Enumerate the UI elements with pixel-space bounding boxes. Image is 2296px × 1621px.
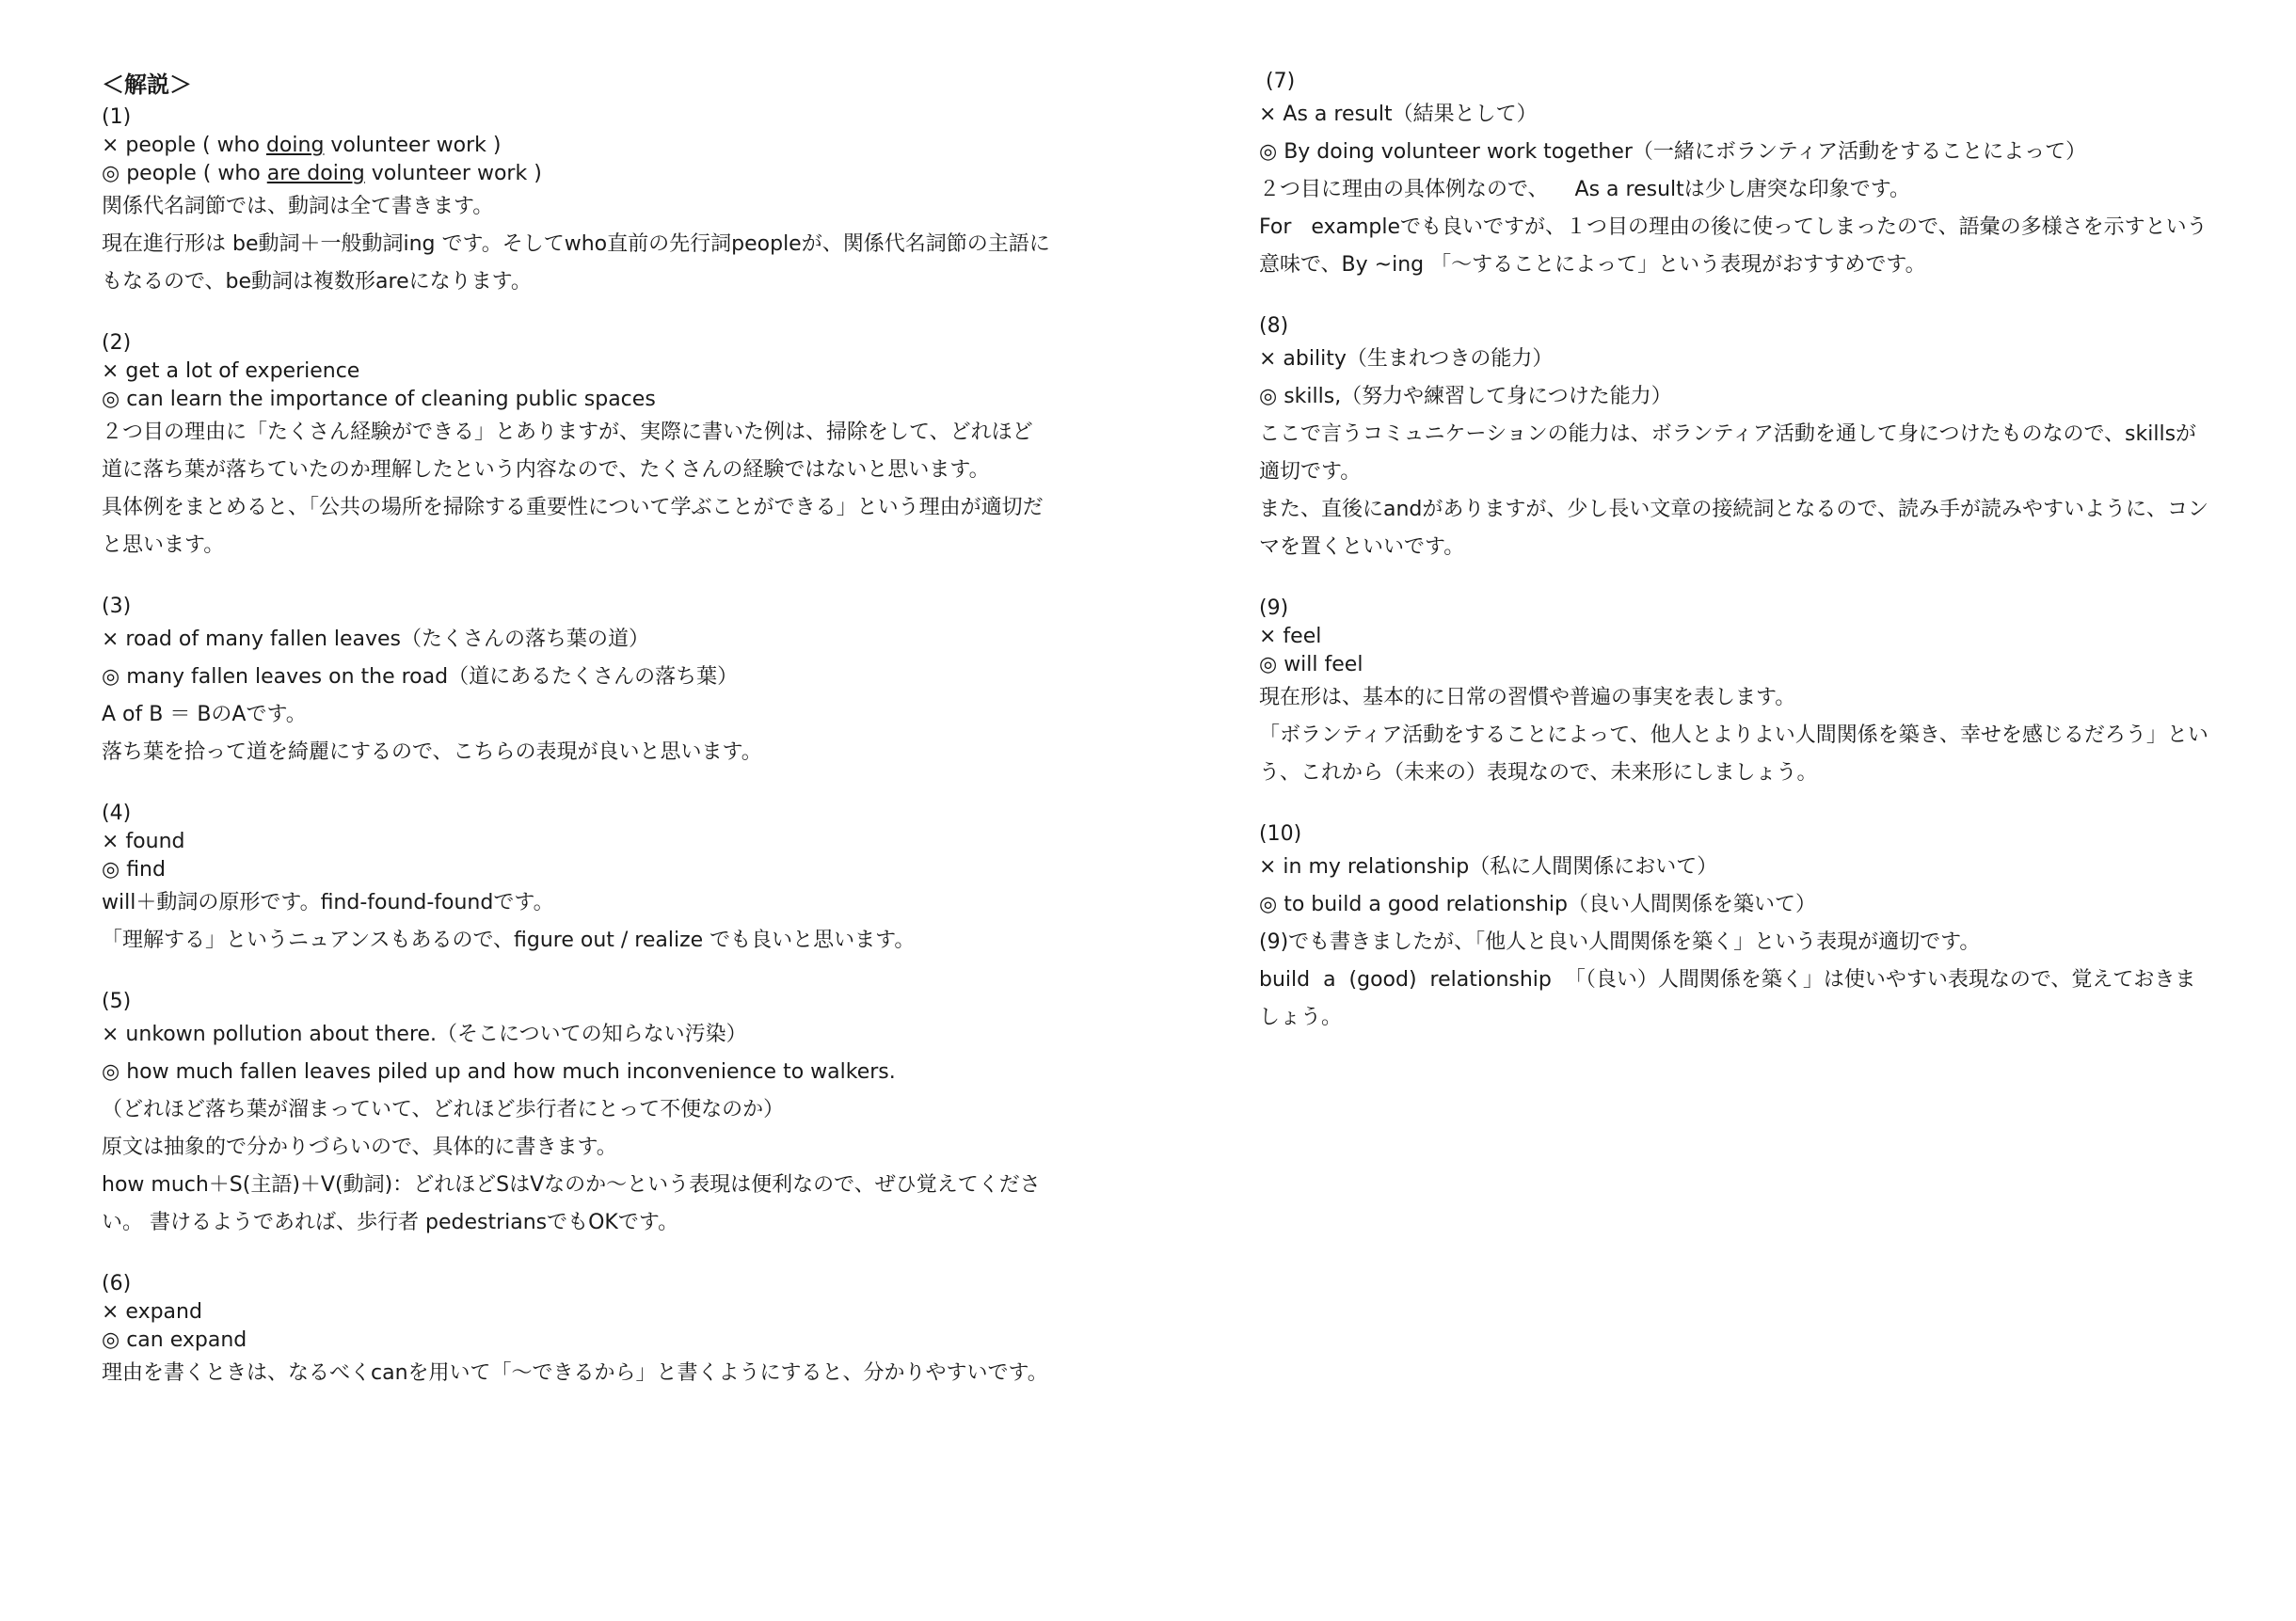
wrong-answer: × feel xyxy=(1259,625,1322,648)
explanation-paragraph: ２つ目の理由に「たくさん経験ができる」とありますが、実際に書いた例は、掃除をして、どれほど道に落ち葉が落ちていたのか理解したという内容なので、たくさんの経験ではないと思います。 xyxy=(102,421,1033,482)
correct-answer: ◎ many fallen leaves on the road（道にあるたくさんの落ち葉） xyxy=(102,665,739,689)
correct-answer: ◎ skills,（努力や練習して身につけた能力） xyxy=(1259,385,1672,408)
explanation-paragraph: will＋動詞の原形です。find-found-foundです。 xyxy=(102,891,554,914)
section-number: (3) xyxy=(102,595,132,618)
explanation-paragraph: A of B ＝ BのAです。 xyxy=(102,703,307,726)
wrong-answer: × ability（生まれつきの能力） xyxy=(1259,347,1554,371)
correct-answer: ◎ will feel xyxy=(1259,653,1363,676)
correct-answer: ◎ By doing volunteer work together（一緒にボランティア活動をすることによって） xyxy=(1259,140,2087,164)
explanation-paragraph: (9)でも書きましたが、「他人と良い人間関係を築く」という表現が適切です。 xyxy=(1259,930,1981,954)
section-5 xyxy=(102,988,1052,1242)
correct-answer: ◎ people ( who are doing volunteer work ) xyxy=(102,162,542,185)
section-number: (9) xyxy=(1259,596,1289,620)
underlined-verb: doing xyxy=(265,134,325,157)
explanation-paragraph: 理由を書くときは、なるべくcanを用いて「〜できるから」と書くようにすると、分かりやすいです。 xyxy=(102,1361,1048,1385)
underlined-verb: are doing xyxy=(266,162,365,185)
section-number: (2) xyxy=(102,331,132,355)
section-number: (4) xyxy=(102,802,132,825)
explanation-paragraph: how much＋S(主語)＋V(動詞)：どれほどSはVなのか〜という表現は便利なので、ぜひ覚えてください。 書けるようであれば、歩行者 pedestriansでもOKです。 xyxy=(102,1173,1041,1234)
section-number: (10) xyxy=(1259,822,1302,846)
correct-answer: ◎ can expand xyxy=(102,1328,247,1352)
explanation-paragraph: 落ち葉を拾って道を綺麗にするので、こちらの表現が良いと思います。 xyxy=(102,740,762,764)
explanation-paragraph: 原文は抽象的で分かりづらいので、具体的に書きます。 xyxy=(102,1136,617,1159)
wrong-answer: × As a result（結果として） xyxy=(1259,103,1538,126)
wrong-answer: × in my relationship（私に人間関係において） xyxy=(1259,855,1718,879)
left-column xyxy=(102,68,1052,1421)
section-9 xyxy=(1259,595,2209,792)
section-number: (6) xyxy=(102,1272,132,1295)
explanation-paragraph: 具体例をまとめると、「公共の場所を掃除する重要性について学ぶことができる」という理由が適切だと思います。 xyxy=(102,496,1044,557)
section-number: (1) xyxy=(102,105,132,129)
section-number: (8) xyxy=(1259,314,1289,338)
wrong-answer: × found xyxy=(102,830,185,853)
wrong-answer: × expand xyxy=(102,1300,202,1324)
explanation-paragraph: 「ボランティア活動をすることによって、他人とよりよい人間関係を築き、幸せを感じるだろう」という、これから（未来の）表現なので、未来形にしましょう。 xyxy=(1259,723,2208,785)
explanation-paragraph: 「理解する」というニュアンスもあるので、figure out / realize でも良いと思います。 xyxy=(102,929,916,952)
correct-answer: ◎ can learn the importance of cleaning public spaces xyxy=(102,388,656,411)
explanation-paragraph: For exampleでも良いですが、１つ目の理由の後に使ってしまったので、語彙の多様さを示すという意味で、By ~ing 「〜することによって」という表現がおすすめです。 xyxy=(1259,215,2208,277)
correct-answer: ◎ how much fallen leaves piled up and how much inconvenience to walkers. xyxy=(102,1060,896,1084)
section-3 xyxy=(102,593,1052,771)
explanation-paragraph: ここで言うコミュニケーションの能力は、ボランティア活動を通して身につけたものなので、skillsが適切です。 xyxy=(1259,422,2197,484)
section-1 xyxy=(102,103,1052,301)
section-6 xyxy=(102,1270,1052,1392)
correct-answer: ◎ to build a good relationship（良い人間関係を築いて） xyxy=(1259,893,1816,916)
section-number: (5) xyxy=(102,990,132,1013)
wrong-answer: × road of many fallen leaves（たくさんの落ち葉の道） xyxy=(102,628,650,651)
wrong-answer: × get a lot of experience xyxy=(102,359,360,383)
correct-answer: ◎ find xyxy=(102,858,166,882)
section-4 xyxy=(102,800,1052,960)
explanation-paragraph: 関係代名詞節では、動詞は全て書きます。 xyxy=(102,195,494,218)
explanation-paragraph: （どれほど落ち葉が溜まっていて、どれほど歩行者にとって不便なのか） xyxy=(102,1098,785,1121)
section-7 xyxy=(1259,68,2209,284)
right-column xyxy=(1259,68,2209,1065)
explanation-paragraph: ２つ目に理由の具体例なので、 As a resultは少し唐突な印象です。 xyxy=(1259,178,1910,201)
explanation-paragraph: また、直後にandがありますが、少し長い文章の接続詞となるので、読み手が読みやすいように、コンマを置くといいです。 xyxy=(1259,498,2208,559)
section-number: (7) xyxy=(1259,70,1296,93)
explanation-paragraph: build a (good) relationship 「（良い）人間関係を築く」は使いやすい表現なので、覚えておきましょう。 xyxy=(1259,968,2196,1029)
wrong-answer: × unkown pollution about there.（そこについての知らない汚染） xyxy=(102,1023,747,1046)
section-8 xyxy=(1259,312,2209,566)
section-10 xyxy=(1259,820,2209,1037)
explanation-paragraph: 現在形は、基本的に日常の習慣や普遍の事実を表します。 xyxy=(1259,686,1796,709)
explanation-paragraph: 現在進行形は be動詞＋一般動詞ing です。そしてwho直前の先行詞peopleが、関係代名詞節の主語にもなるので、be動詞は複数形areになります。 xyxy=(102,232,1050,294)
wrong-answer: × people ( who doing volunteer work ) xyxy=(102,134,502,157)
page-heading: ＜解説＞ xyxy=(102,72,192,98)
section-2 xyxy=(102,329,1052,564)
